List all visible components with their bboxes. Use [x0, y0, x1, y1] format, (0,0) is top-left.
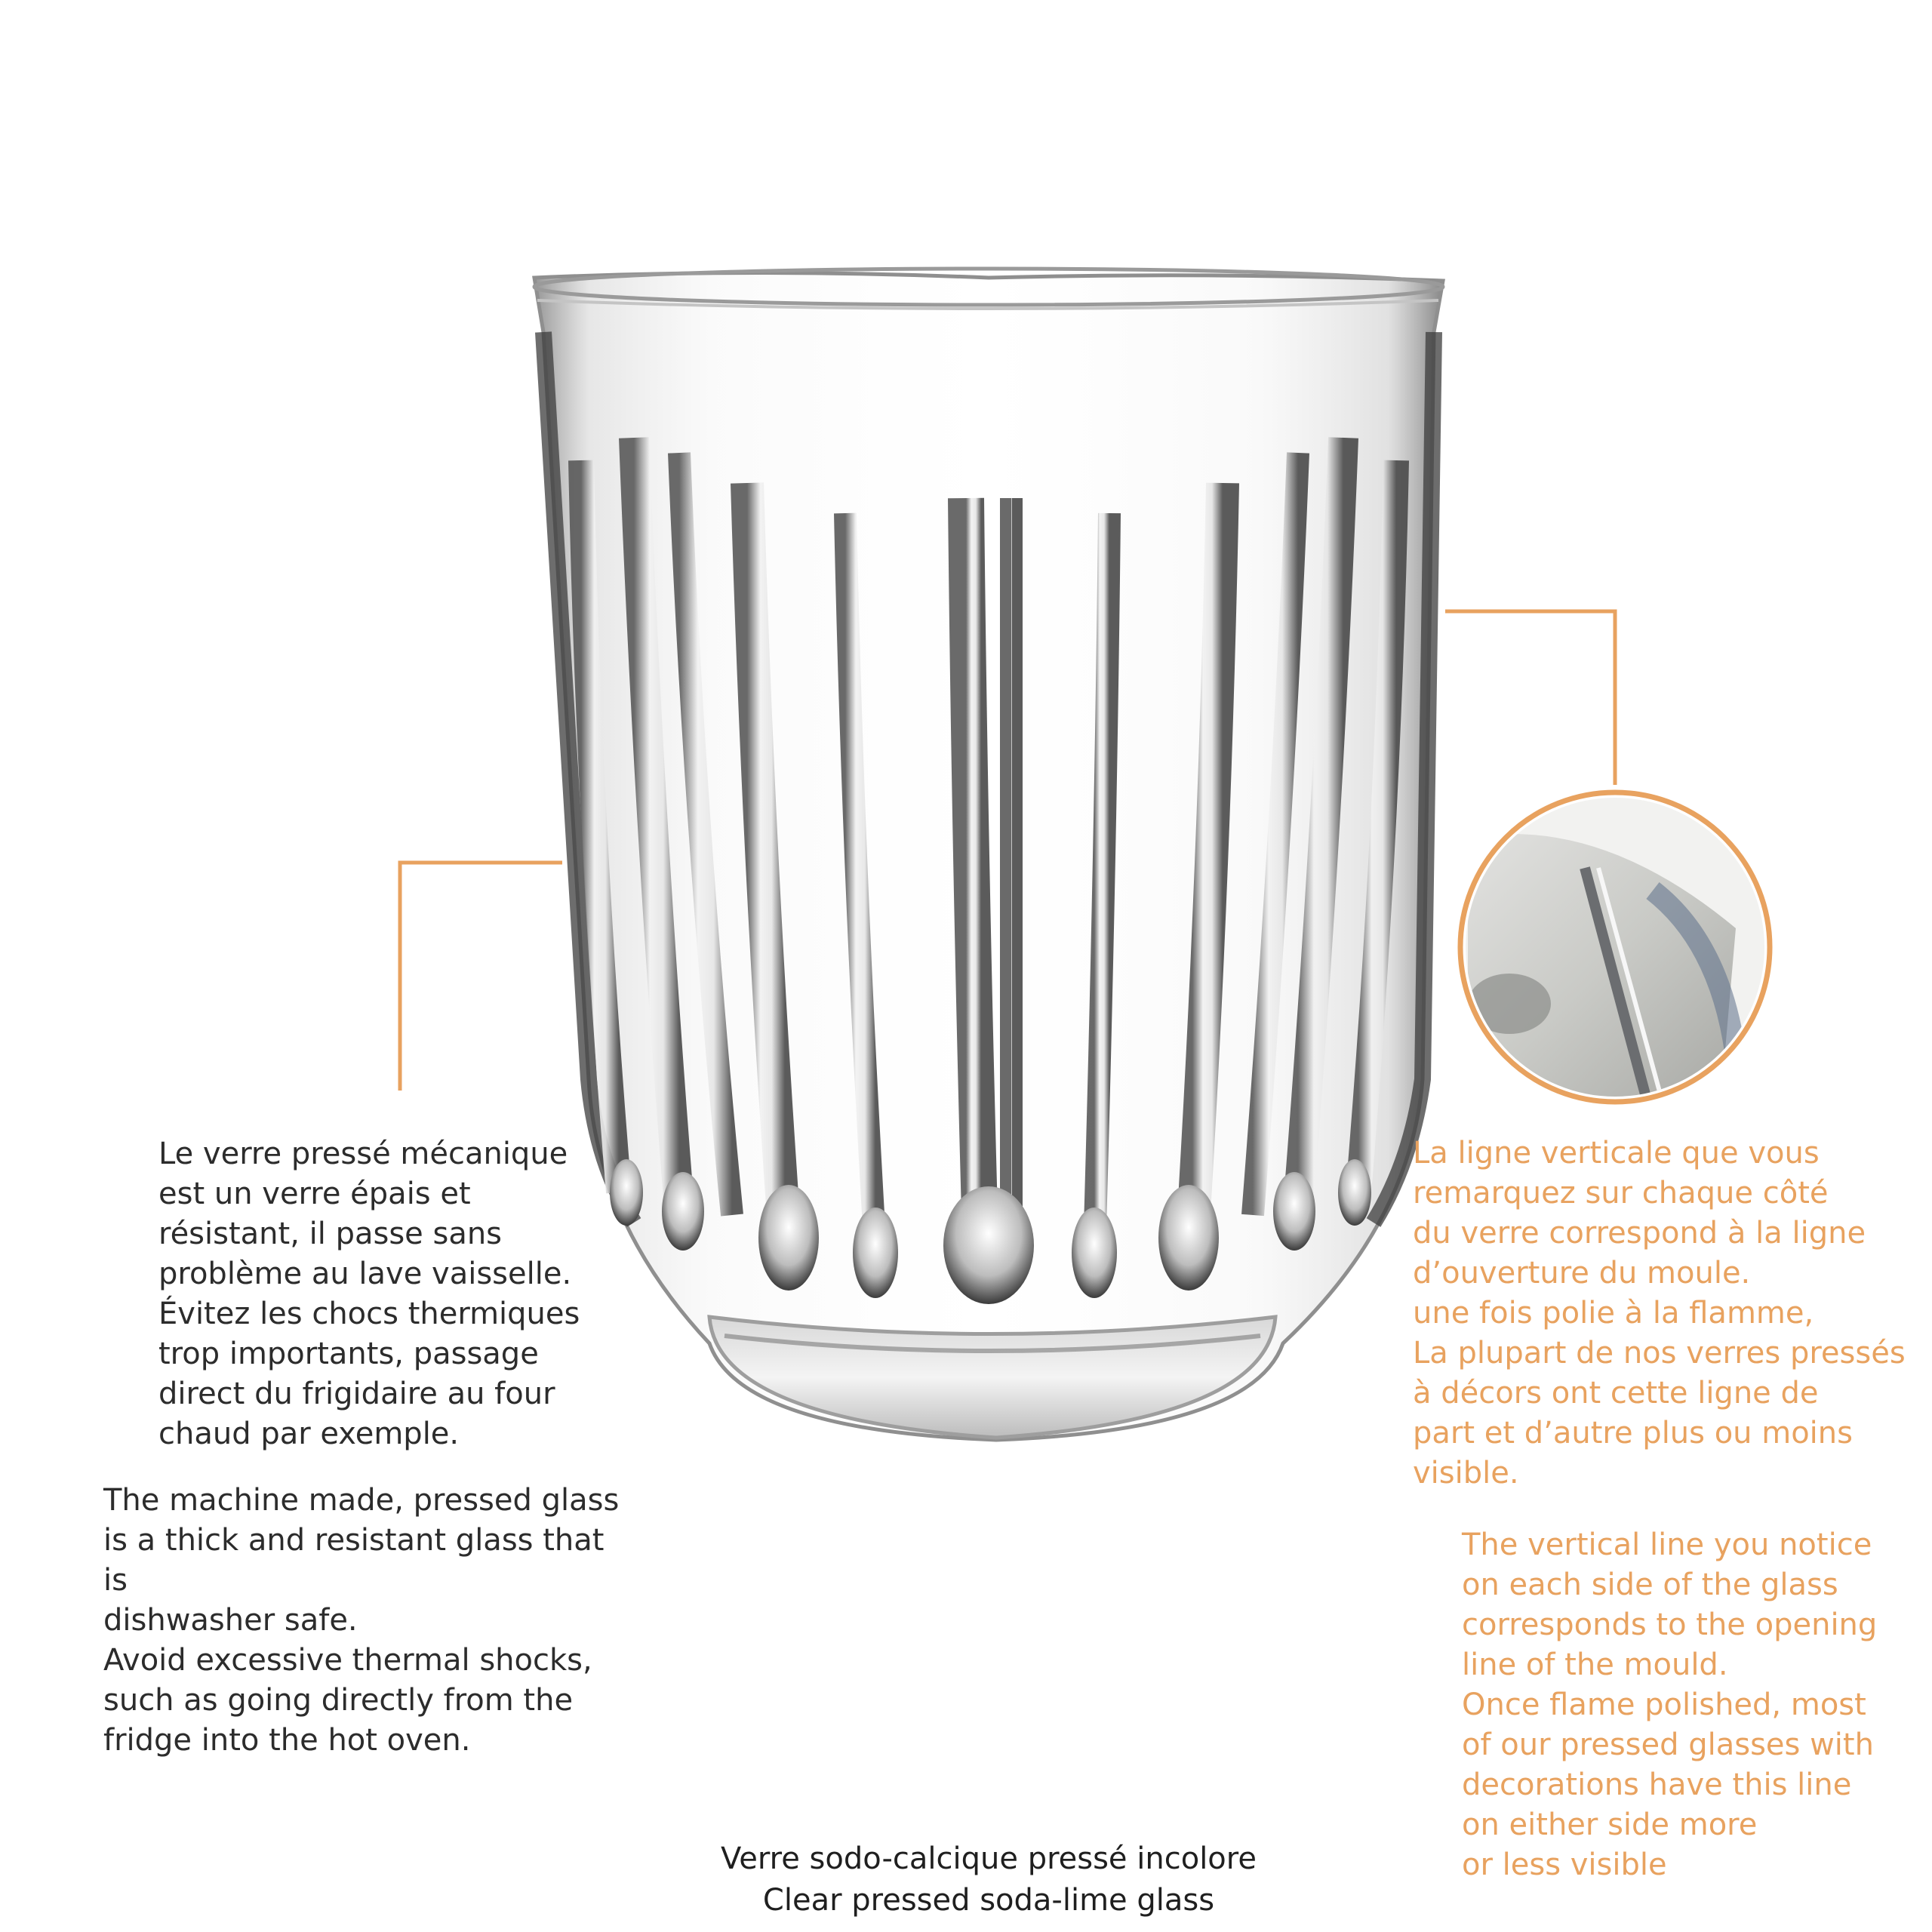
- left-text-english: The machine made, pressed glass is a thick and resistant glass that is dishwasher safe. Avoid excessive thermal shocks, such as going directly from the fridge into the hot oven.: [103, 1483, 620, 1758]
- left-callout-line: [400, 863, 562, 1091]
- right-callout-line: [1445, 611, 1615, 785]
- right-text-english: The vertical line you notice on each side of the glass corresponds to the opening line of the mould. Once flame polished, most of our pressed glasses with decorations have this line on either side more or less visible: [1462, 1527, 1878, 1882]
- caption-english: Clear pressed soda-lime glass: [762, 1883, 1215, 1918]
- left-text-french: Le verre pressé mécanique est un verre épais et résistant, il passe sans problème au lave vaisselle. Évitez les chocs thermiques trop importants, passage direct du frigidaire au four chaud par exemple.: [158, 1137, 580, 1451]
- right-text-french: La ligne verticale que vous remarquez sur chaque côté du verre correspond à la ligne d’ouverture du moule. une fois polie à la flamme, La plupart de nos verres pressés à décors ont cette ligne de part et d’autre plus ou moins visible.: [1413, 1136, 1906, 1491]
- caption-french: Verre sodo-calcique pressé incolore: [721, 1841, 1257, 1876]
